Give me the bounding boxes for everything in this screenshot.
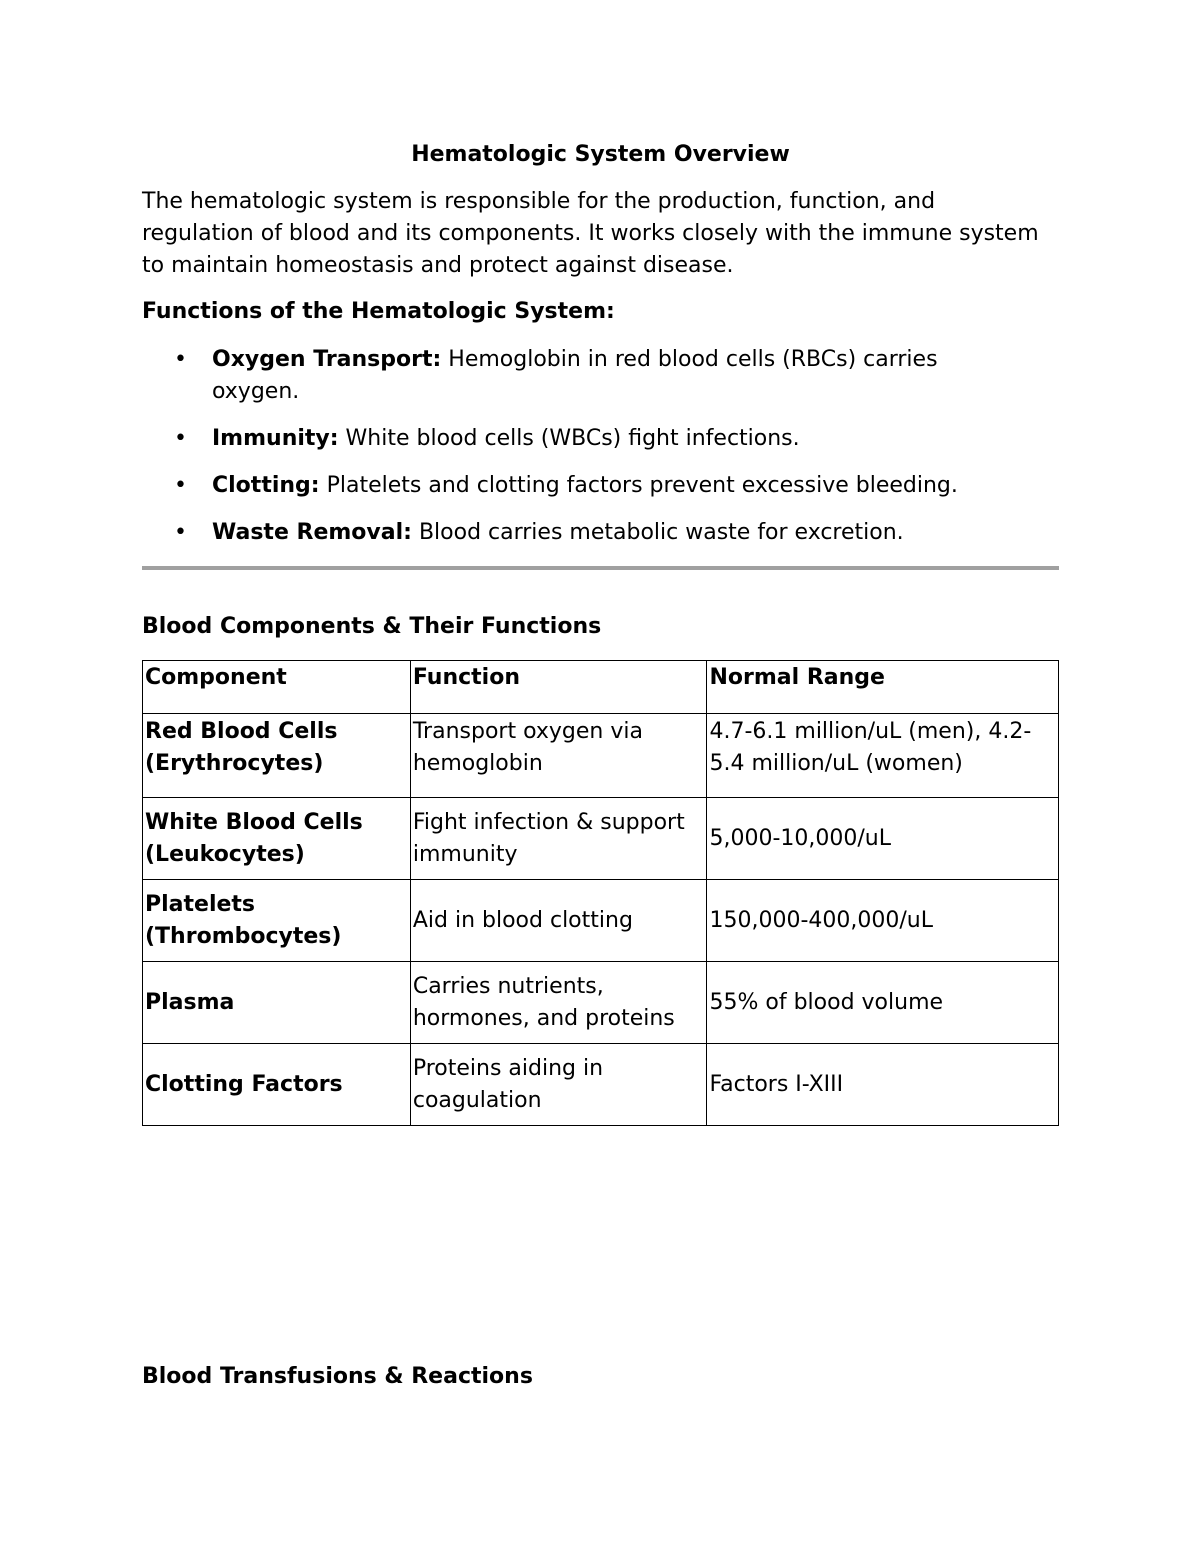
table-row <box>143 880 1059 962</box>
range-cell: Factors I-XIII <box>707 1044 1059 1126</box>
list-item <box>142 344 1012 408</box>
transfusions-heading: Blood Transfusions & Reactions <box>142 1364 533 1389</box>
table-row <box>143 798 1059 880</box>
function-text: Platelets and clotting factors prevent excessive bleeding. <box>319 473 958 498</box>
list-item <box>142 470 1012 502</box>
function-cell: Carries nutrients, hormones, and proteins <box>410 962 707 1044</box>
intro-paragraph: The hematologic system is responsible for the production, function, and regulation of blood and its components. It works closely with the immune system to maintain homeostasis and protect against disease. <box>142 189 1039 278</box>
functions-list <box>142 344 1059 564</box>
function-text: Blood carries metabolic waste for excretion. <box>411 520 904 545</box>
functions-heading: Functions of the Hematologic System: <box>142 299 615 324</box>
column-header-normal-range: Normal Range <box>707 661 1059 714</box>
function-label: Clotting: <box>212 473 320 498</box>
function-cell: Proteins aiding in coagulation <box>410 1044 707 1126</box>
table-row <box>143 714 1059 798</box>
horizontal-divider <box>142 566 1059 570</box>
function-text: White blood cells (WBCs) fight infections. <box>338 426 800 451</box>
table-row <box>143 962 1059 1044</box>
range-cell: 4.7-6.1 million/uL (men), 4.2-5.4 million/uL (women) <box>707 714 1059 798</box>
component-cell: White Blood Cells (Leukocytes) <box>143 798 411 880</box>
range-cell: 150,000-400,000/uL <box>707 880 1059 962</box>
function-cell: Fight infection & support immunity <box>410 798 707 880</box>
document-title: Hematologic System Overview <box>411 142 790 167</box>
table-header-row <box>143 661 1059 714</box>
function-cell: Transport oxygen via hemoglobin <box>410 714 707 798</box>
bullet-icon: • <box>174 426 187 451</box>
table-row <box>143 1044 1059 1126</box>
range-cell: 55% of blood volume <box>707 962 1059 1044</box>
function-label: Immunity: <box>212 426 339 451</box>
range-cell: 5,000-10,000/uL <box>707 798 1059 880</box>
bullet-icon: • <box>174 520 187 545</box>
components-table <box>142 660 1059 1126</box>
bullet-icon: • <box>174 473 187 498</box>
column-header-function: Function <box>410 661 707 714</box>
components-heading: Blood Components & Their Functions <box>142 614 602 639</box>
list-item <box>142 423 1012 455</box>
function-text: Hemoglobin in red blood cells (RBCs) carries oxygen. <box>212 347 938 404</box>
component-cell: Red Blood Cells (Erythrocytes) <box>143 714 411 798</box>
column-header-component: Component <box>143 661 411 714</box>
component-cell: Clotting Factors <box>143 1044 411 1126</box>
function-label: Waste Removal: <box>212 520 412 545</box>
function-cell: Aid in blood clotting <box>410 880 707 962</box>
component-cell: Platelets (Thrombocytes) <box>143 880 411 962</box>
function-label: Oxygen Transport: <box>212 347 442 372</box>
list-item <box>142 517 1012 549</box>
component-cell: Plasma <box>143 962 411 1044</box>
bullet-icon: • <box>174 347 187 372</box>
